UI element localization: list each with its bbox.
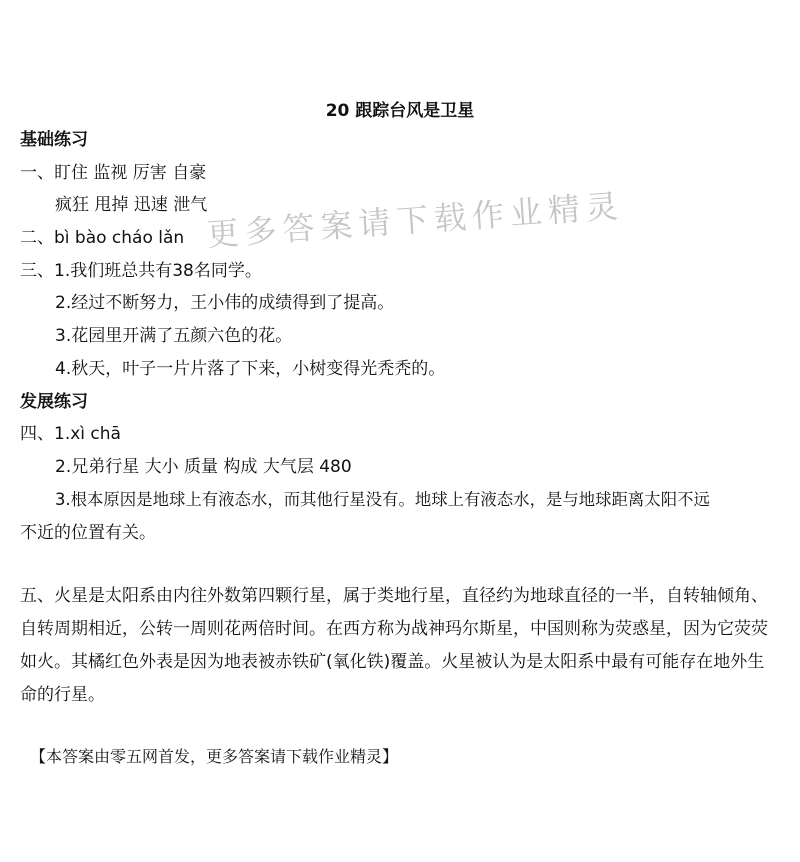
section-heading-development: 发展练习 — [20, 392, 88, 412]
section-heading-basic: 基础练习 — [20, 130, 88, 150]
answer-q4-line4: 不近的位置有关。 — [20, 523, 156, 543]
footer-note: 【本答案由零五网首发，更多答案请下载作业精灵】 — [30, 747, 399, 766]
answer-q3-line2: 2.经过不断努力，王小伟的成绩得到了提高。 — [55, 293, 395, 313]
page-title: 20 跟踪台风是卫星 — [325, 101, 475, 121]
answer-q3-line3: 3.花园里开满了五颜六色的花。 — [55, 326, 293, 346]
answer-q4-line2: 2.兄弟行星 大小 质量 构成 大气层 480 — [55, 457, 352, 477]
answer-q4-line1: 四、1.xì chā — [20, 424, 121, 444]
answer-q1-line1: 一、盯住 监视 厉害 自豪 — [20, 163, 207, 183]
answer-q3-line1: 三、1.我们班总共有38名同学。 — [20, 261, 262, 281]
answer-q1-line2: 疯狂 甩掉 迅速 泄气 — [55, 195, 208, 215]
watermark: 更多答案请下载作业精灵 — [205, 186, 626, 254]
answer-q3-line4: 4.秋天，叶子一片片落了下来，小树变得光秃秃的。 — [55, 359, 446, 379]
answer-q5-paragraph: 五、火星是太阳系由内往外数第四颗行星，属于类地行星，直径约为地球直径的一半，自转轴倾角、自转周期相近，公转一周则花两倍时间。在西方称为战神玛尔斯星，中国则称为荧惑星，因为它荧荧如火。其橘红色外表是因为地表被赤铁矿(氧化铁)覆盖。火星被认为是太阳系中最有可能存在地外生命的行星。 — [20, 586, 768, 705]
answer-q4-line3: 3.根本原因是地球上有液态水，而其他行星没有。地球上有液态水，是与地球距离太阳不远 — [55, 490, 710, 509]
answer-q2: 二、bì bào cháo lǎn — [20, 228, 185, 248]
